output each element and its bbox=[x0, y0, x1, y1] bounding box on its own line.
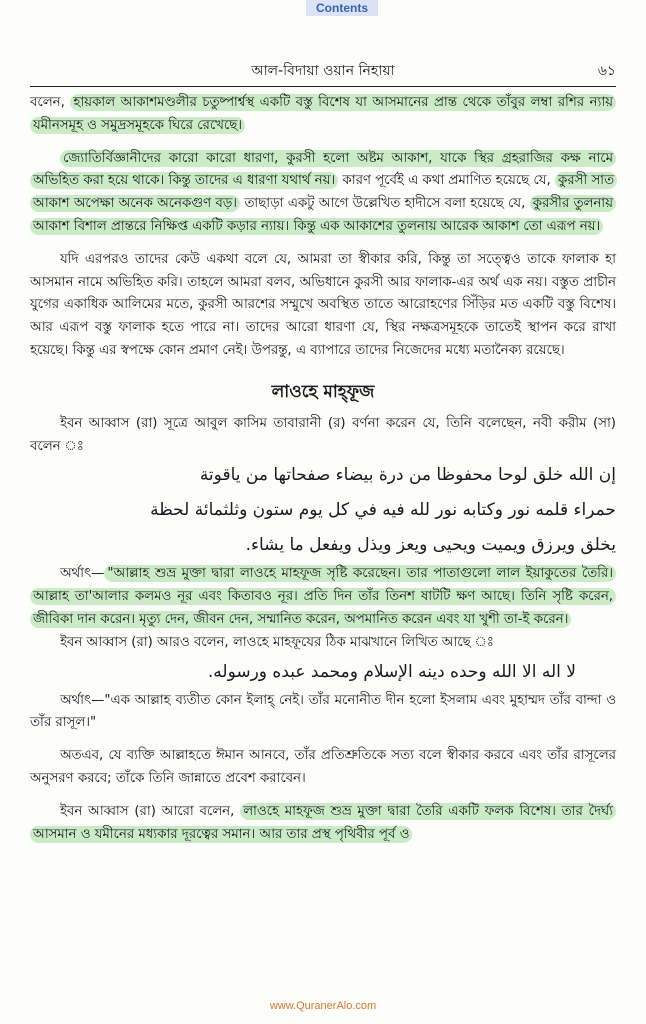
footer-site-link[interactable]: www.QuranerAlo.com bbox=[269, 1000, 377, 1012]
paragraph-belief: অতএব, যে ব্যক্তি আল্লাহতে ঈমান আনবে, তাঁর প্রতিশ্রুতিকে সত্য বলে স্বীকার করবে এবং তাঁর রাসূলের অনুসরণ করবে; তাঁকে তিনি জান্নাতে প্রবেশ করাবেন। bbox=[30, 748, 616, 786]
arabic-hadith-line: حمراء قلمه نور وكتابه نور لله فيه في كل يوم ستون وثلثمائة لحظة bbox=[150, 500, 616, 521]
paragraph-text: কারণ পূর্বেই এ কথা প্রমাণিত হয়েছে যে, bbox=[338, 173, 555, 189]
paragraph-haykal bbox=[30, 92, 616, 138]
highlight: জ্যোতির্বিজ্ঞানীদের কারো কারো ধারণা, কুরসী হলো অষ্টম আকাশ, যাকে স্থির গ্রহরাজির কক্ষ নামে অভিহিত করা হয়ে থাকে। কিন্তু তাদের এ ধারণা যথার্থ নয়। bbox=[30, 150, 616, 190]
arabic-hadith-line: إن الله خلق لوحا محفوظا من درة بيضاء صفحاتها من ياقوتة bbox=[199, 465, 616, 486]
paragraph-tablet bbox=[30, 801, 616, 847]
paragraph-lead: অর্থাৎ— bbox=[60, 566, 105, 582]
highlight: লাওহে মাহফূজ শুভ্র মুক্তা দ্বারা তৈরি একটি ফলক বিশেষ। তার দৈর্ঘ্য আসমান ও যমীনের মধ্যকার দূরত্বের সমান। আর তার প্রস্থ পৃথিবীর পূর্ব ও bbox=[30, 803, 616, 843]
paragraph-translation-2: অর্থাৎ—"এক আল্লাহ ব্যতীত কোন ইলাহ্ নেই। তাঁর মনোনীত দীন হলো ইসলাম এবং মুহাম্মদ তাঁর বান্দা ও তাঁর রাসূল।" bbox=[30, 692, 616, 731]
section-heading: লাওহে মাহ্ফূজ bbox=[271, 381, 375, 402]
running-header bbox=[30, 58, 616, 87]
highlight: "আল্লাহ শুভ্র মুক্তা দ্বারা লাওহে মাহফূজ সৃষ্টি করেছেন। তার পাতাগুলো লাল ইয়াকুতের তৈরি। আল্লাহ তা'আলার কলমও নূর এবং কিতাবও নূর। প্রতি দিন তাঁর তিনশ ষাটটি ক্ষণ আছে। তিনি সৃষ্টি করেন, জীবিকা দান করেন। মৃত্যু দেন, জীবন দেন, সম্মানিত করেন, অপমানিত করেন এবং যা খুশী তা-ই করেন। bbox=[30, 565, 616, 628]
paragraph-lead: ইবন আব্বাস (রা) আরো বলেন, bbox=[60, 803, 241, 819]
paragraph-text: তাছাড়া একটু আগে উল্লেখিত হাদীসে বলা হয়েছে যে, bbox=[240, 196, 530, 212]
arabic-hadith-line: يخلق ويرزق ويميت ويحيى ويعز ويذل ويفعل ما يشاء. bbox=[245, 535, 616, 556]
paragraph-narration-2: ইবন আব্বাস (রা) আরও বলেন, লাওহে মাহফূযের ঠিক মাঝখানে লিখিত আছে ঃ bbox=[60, 634, 494, 650]
paragraph-kursi bbox=[30, 148, 616, 239]
highlight: হায়কাল আকাশমণ্ডলীর চতুষ্পার্শ্বস্থ একটি বস্তু বিশেষ যা আসমানের প্রান্ত থেকে তাঁবুর লম্বা রশির ন্যায় যমীনসমূহ ও সমুদ্রসমূহকে ঘিরে রেখেছে। bbox=[30, 94, 616, 134]
arabic-kalima: لا اله الا الله وحده دينه الإسلام ومحمد عبده ورسوله. bbox=[207, 661, 576, 682]
paragraph-lead: বলেন, bbox=[30, 95, 71, 110]
page-body bbox=[30, 92, 616, 846]
contents-link[interactable]: Contents bbox=[306, 0, 378, 16]
paragraph-narration: ইবন আব্বাস (রা) সূত্রে আবুল কাসিম তাবারানী (র) বর্ণনা করেন যে, তিনি বলেছেন, নবী করীম (সা) বলেন ঃ bbox=[30, 415, 616, 454]
paragraph-translation bbox=[30, 563, 616, 631]
running-title: আল-বিদায়া ওয়ান নিহায়া bbox=[251, 63, 395, 79]
page-number: ৬১ bbox=[597, 63, 616, 79]
highlight: কুরসী সাত আকাশ অপেক্ষা অনেক অনেকগুণ বড়। bbox=[30, 172, 617, 212]
paragraph-falak: যদি এরপরও তাদের কেউ একথা বলে যে, আমরা তা স্বীকার করি, কিন্তু তা সত্ত্বেও তাকে ফালাক হা আসমান নামে অভিহিত করি। তাহলে আমরা বলব, অভিধানে কুরসী আর ফালাক-এর অর্থ এক নয়। বস্তুত প্রাচীন যুগের একাধিক আলিমের মতে, কুরসী আরশের সম্মুখে অবস্থিত তাতে আরোহণের সিঁড়ির মত একটি বস্তু বিশেষ। আর এরূপ বস্তু ফালাক হতে পারে না। তাদের আরো ধারণা যে, স্থির নক্ষত্রসমূহকে তাতেই স্থাপন করে রাখা হয়েছে। কিন্তু এর স্বপক্ষে কোন প্রমাণ নেই। উপরন্তু, এ ব্যাপারে তাদের নিজেদের মধ্যে মতানৈক্য রয়েছে। bbox=[30, 251, 616, 358]
highlight: কুরসীর তুলনায় আকাশ বিশাল প্রান্তরে নিক্ষিপ্ত একটি কড়ার ন্যায়। কিন্তু এক আকাশের তুলনায় আরেক আকাশ তো এরূপ নয়। bbox=[30, 195, 616, 235]
